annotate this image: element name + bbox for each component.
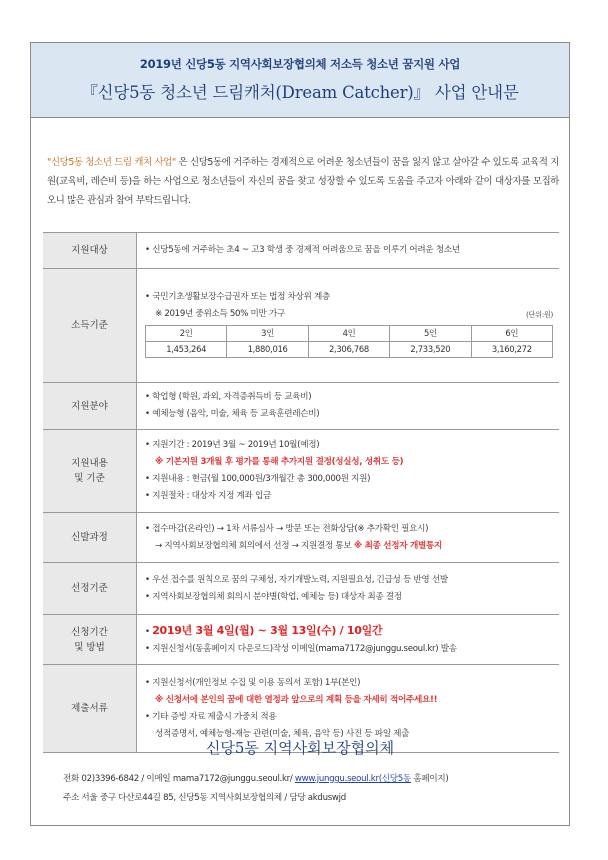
criteria-line-2: • 지역사회보장협의체 회의시 분야별(학업, 예체능 등) 대상자 최종 결정 — [145, 591, 402, 602]
contact-line-1-end: 홈페이지) — [410, 774, 449, 784]
content-line-3: • 지원내용 : 현금(월 100,000원/3개월간 총 300,000원 지원) — [145, 474, 371, 484]
criteria-line-1: • 우선 접수를 원칙으로 꿈의 구체성, 자기개발노력, 지원필요성, 긴급성 등 반영 선발 — [145, 574, 448, 585]
homepage-link[interactable]: www.junggu.seoul.kr(신당5동 — [294, 774, 411, 784]
row-field — [43, 383, 559, 430]
header-title: 『신당5동 청소년 드림캐처(Dream Catcher)』 사업 안내문 — [81, 83, 519, 102]
label-process: 신발과정 — [43, 513, 137, 563]
intro-highlight: "신당5동 청소년 드림 캐처 사업" — [47, 157, 176, 168]
income-header-cell: 3인 — [227, 326, 308, 342]
process-line-1: • 접수마감(온라인) → 1차 서류심사 → 방문 또는 전화상담(※ 추가확인 필요시) — [145, 523, 429, 534]
label-income: 소득기준 — [43, 269, 137, 383]
row-content — [43, 430, 559, 513]
contact-info — [63, 770, 573, 808]
label-period-2: 및 방법 — [74, 641, 105, 653]
income-header-cell: 5인 — [390, 326, 471, 342]
field-line-1: • 학업형 (학원, 과외, 자격증취득비 등 교육비) — [145, 392, 312, 402]
row-target — [43, 233, 559, 269]
process-line-2: → 지역사회보장협의체 회의에서 선정 → 지원결정 통보 — [155, 540, 354, 551]
income-value-cell: 2,733,520 — [390, 342, 471, 358]
organization-name: 신당5동 지역사회보장협의체 — [205, 739, 395, 757]
info-table — [43, 232, 559, 753]
row-criteria — [43, 563, 559, 615]
income-line-2: ※ 2019년 중위소득 50% 미만 가구 — [155, 309, 285, 319]
field-line-2: • 예체능형 (음악, 미술, 체육 등 교육훈련레슨비) — [145, 409, 320, 419]
label-target: 지원대상 — [43, 233, 137, 269]
label-docs: 제출서류 — [43, 665, 137, 753]
docs-line-3: • 기타 증빙 자료 제출시 가중치 적용 — [145, 711, 277, 722]
income-table — [145, 325, 553, 358]
intro-paragraph — [47, 153, 559, 210]
docs-line-1: • 지원신청서(개인정보 수집 및 이용 동의서 포함) 1부(본인) — [145, 677, 361, 688]
period-method: • 지원신청서(동홈페이지 다운로드)작성 이메일(mama7172@junggu.seoul.kr) 발송 — [145, 643, 457, 654]
process-note: ※ 최종 선정자 개별통지 — [353, 540, 443, 551]
docs-line-4: 성적증명서, 예체능형-재능 관련(미술, 체육, 음악 등) 사진 등 파일 제출 — [155, 728, 410, 739]
income-unit: (단위:원) — [525, 310, 553, 319]
target-line: • 신당5동에 거주하는 초4 ~ 고3 학생 중 경제적 어려움으로 꿈을 이루기 어려운 청소년 — [145, 245, 460, 255]
income-header-cell: 2인 — [146, 326, 227, 342]
period-bullet: • — [145, 626, 153, 637]
notice-page — [30, 42, 570, 826]
row-process — [43, 513, 559, 563]
income-header-cell: 6인 — [471, 326, 552, 342]
row-income — [43, 269, 559, 383]
income-value-cell: 1,453,264 — [146, 342, 227, 358]
content-line-4: • 지원절차 : 대상자 지정 계좌 입금 — [145, 491, 271, 501]
content-line-2: ※ 기본지원 3개월 후 평가를 통해 추가지원 결정(성실성, 성취도 등) — [155, 457, 404, 467]
income-value-cell: 1,880,016 — [227, 342, 308, 358]
row-period — [43, 615, 559, 665]
content-line-1: • 지원기간 : 2019년 3월 ~ 2019년 10월(예정) — [145, 440, 320, 450]
contact-line-2: 주소 서울 중구 다산로44길 85, 신당5동 지역사회보장협의체 / 담당 akduswjd — [63, 793, 346, 803]
label-field: 지원분야 — [43, 383, 137, 430]
income-value-cell: 3,160,272 — [471, 342, 552, 358]
label-period-1: 신청기간 — [71, 626, 108, 638]
header-subtitle: 2019년 신당5동 지역사회보장협의체 저소득 청소년 꿈지원 사업 — [139, 57, 461, 71]
period-dates: 2019년 3월 4일(월) ~ 3월 13일(수) / 10일간 — [152, 623, 383, 637]
intro-text: 은 신당5동에 거주하는 경제적으로 어려운 청소년들이 꿈을 잃지 않고 살아갈 수 있도록 교육적 지원(교육비, 레슨비 등)을 하는 사업으로 청소년들이 자신의 꿈을 찾고 성장할 수 있도록 도움을 주고자 아래와 같이 대상자를 모집하오니 많은 관심과 참여 부탁드립니다. — [47, 157, 560, 206]
contact-line-1: 전화 02)3396-6842 / 이메일 mama7172@junggu.seoul.kr/ — [63, 774, 295, 784]
income-line-1: • 국민기초생활보장수급권자 또는 법정 차상위 계층 — [145, 292, 330, 302]
docs-line-2: ※ 신청서에 본인의 꿈에 대한 열정과 앞으로의 계획 등을 자세히 적어주세요!! — [155, 694, 438, 705]
label-criteria: 선정기준 — [43, 563, 137, 615]
income-value-cell: 2,306,768 — [308, 342, 389, 358]
label-content-1: 지원내용 — [71, 458, 108, 469]
income-header-cell: 4인 — [308, 326, 389, 342]
label-content-2: 및 기준 — [74, 473, 105, 484]
header-banner — [31, 43, 569, 118]
